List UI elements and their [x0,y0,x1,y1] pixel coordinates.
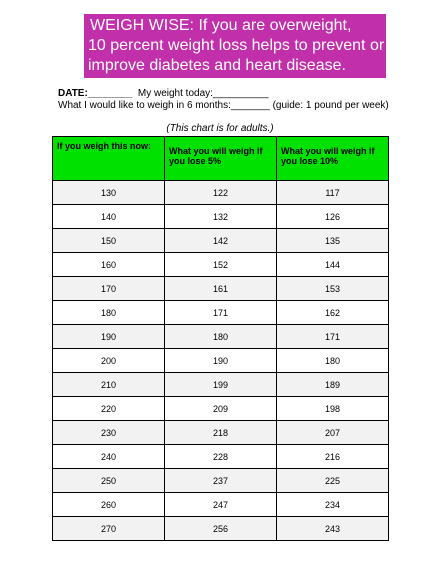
cell-lose-5-percent: 190 [165,349,277,373]
table-row [53,325,389,349]
cell-current-weight: 190 [53,325,165,349]
date-label: DATE: [58,88,88,99]
cell-lose-5-percent: 132 [165,205,277,229]
cell-current-weight: 130 [53,181,165,205]
header-lose-5-percent: What you will weigh if you lose 5% [165,137,277,181]
header-lose-10-percent: What you will weigh if you lose 10% [277,137,389,181]
cell-lose-5-percent: 209 [165,397,277,421]
table-row [53,421,389,445]
cell-lose-5-percent: 161 [165,277,277,301]
cell-current-weight: 270 [53,517,165,541]
cell-lose-10-percent: 189 [277,373,389,397]
cell-lose-5-percent: 122 [165,181,277,205]
table-row [53,469,389,493]
cell-lose-10-percent: 207 [277,421,389,445]
table-row [53,517,389,541]
cell-lose-10-percent: 171 [277,325,389,349]
table-header-row [53,137,389,181]
cell-lose-5-percent: 228 [165,445,277,469]
weight-today-label: My weight today:__________ [137,88,269,99]
table-row [53,493,389,517]
cell-lose-10-percent: 153 [277,277,389,301]
cell-current-weight: 200 [53,349,165,373]
cell-current-weight: 180 [53,301,165,325]
cell-lose-10-percent: 216 [277,445,389,469]
cell-lose-5-percent: 237 [165,469,277,493]
table-row [53,253,389,277]
banner-title-line-2: 10 percent weight loss helps to prevent or [88,37,385,54]
table-row [53,397,389,421]
table-row [53,373,389,397]
cell-lose-5-percent: 199 [165,373,277,397]
cell-current-weight: 250 [53,469,165,493]
cell-current-weight: 240 [53,445,165,469]
cell-lose-5-percent: 218 [165,421,277,445]
table-row [53,277,389,301]
cell-lose-5-percent: 171 [165,301,277,325]
table-row [53,349,389,373]
cell-lose-10-percent: 117 [277,181,389,205]
cell-current-weight: 230 [53,421,165,445]
cell-lose-5-percent: 152 [165,253,277,277]
cell-lose-10-percent: 198 [277,397,389,421]
cell-lose-10-percent: 234 [277,493,389,517]
cell-lose-10-percent: 162 [277,301,389,325]
cell-current-weight: 260 [53,493,165,517]
banner-title-line-3: improve diabetes and heart disease. [88,57,346,74]
cell-current-weight: 150 [53,229,165,253]
chart-note: (This chart is for adults.) [166,123,274,134]
goal-weight-line: What I would like to weigh in 6 months:_______ (guide: 1 pound per week) [58,100,389,111]
date-weight-line [58,88,269,100]
cell-current-weight: 210 [53,373,165,397]
cell-lose-5-percent: 180 [165,325,277,349]
cell-lose-5-percent: 142 [165,229,277,253]
title-banner [84,14,386,78]
banner-title-line-1: WEIGH WISE: If you are overweight, [90,17,352,34]
table-row [53,181,389,205]
cell-current-weight: 160 [53,253,165,277]
date-blank: ________ [87,88,133,99]
cell-lose-10-percent: 135 [277,229,389,253]
cell-lose-10-percent: 243 [277,517,389,541]
weight-loss-table [52,136,389,541]
header-current-weight: If you weigh this now: [53,137,165,181]
cell-lose-5-percent: 247 [165,493,277,517]
cell-lose-5-percent: 256 [165,517,277,541]
table-row [53,205,389,229]
cell-current-weight: 170 [53,277,165,301]
cell-current-weight: 220 [53,397,165,421]
cell-lose-10-percent: 225 [277,469,389,493]
cell-lose-10-percent: 144 [277,253,389,277]
cell-lose-10-percent: 180 [277,349,389,373]
table-row [53,301,389,325]
table-row [53,445,389,469]
cell-current-weight: 140 [53,205,165,229]
cell-lose-10-percent: 126 [277,205,389,229]
table-row [53,229,389,253]
